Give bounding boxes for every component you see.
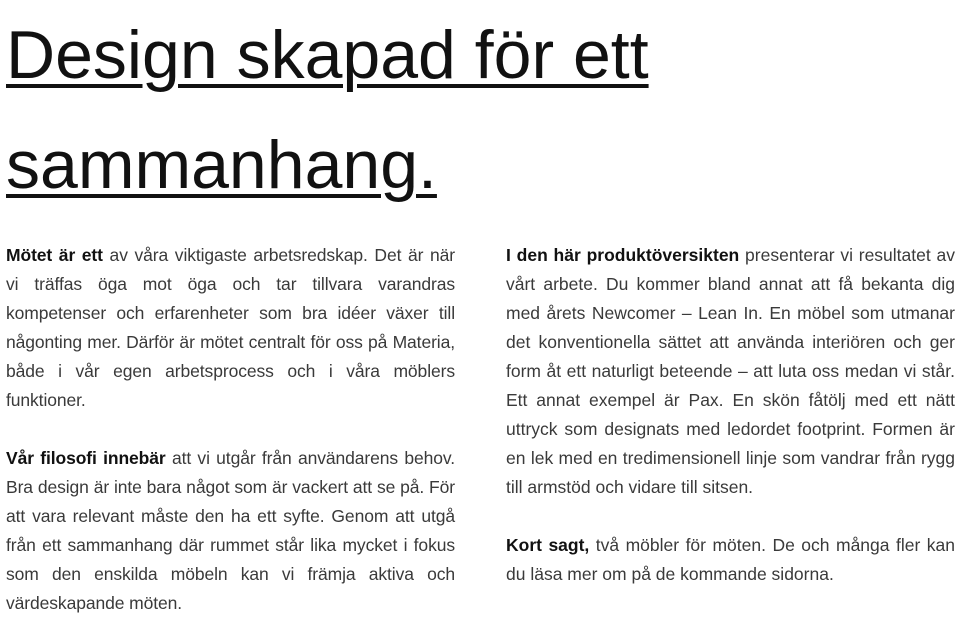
lead-in-product-overview: I den här produktöversikten (506, 245, 740, 265)
paragraph-product-overview (506, 241, 955, 502)
paragraph-product-overview-text: presenterar vi resultatet av vårt arbete. Du kommer bland annat att få bekanta dig med årets Newcomer – Lean In. En möbel som utmanar det konventionella sättet att använda interiören och ger form åt ett naturligt beteende – att luta oss medan vi står. Ett annat exempel är Pax. En skön fåtölj med ett nätt uttryck som designats med ledordet footprint. Formen är en lek med en tredimensionell linje som vandrar från rygg till armstöd och vidare till sitsen. (506, 245, 955, 497)
lead-in-summary: Kort sagt, (506, 535, 590, 555)
right-column (506, 241, 955, 589)
lead-in-philosophy: Vår filosofi innebär (6, 448, 166, 468)
paragraph-meeting-text: av våra viktigaste arbetsredskap. Det är när vi träffas öga mot öga och tar tillvara varandras kompetenser och erfarenheter som bra idéer växer till någonting mer. Därför är mötet centralt för oss på Materia, både i vår egen arbetsprocess och i våra möblers funktioner. (6, 245, 455, 410)
paragraph-meeting (6, 241, 455, 415)
paragraph-summary-text: två möbler för möten. De och många fler kan du läsa mer om på de kommande sidorna. (506, 535, 955, 584)
page-title (6, 0, 706, 220)
title-line-2: sammanhang. (6, 127, 437, 203)
paragraph-philosophy (6, 444, 455, 618)
title-line-1: Design skapad för ett (6, 17, 649, 93)
left-column (6, 241, 455, 618)
paragraph-summary (506, 531, 955, 589)
paragraph-philosophy-text: att vi utgår från användarens behov. Bra design är inte bara något som är vackert att se på. För att vara relevant måste den ha ett syfte. Genom att utgå från ett sammanhang där rummet står lika mycket i fokus som den enskilda möbeln kan vi främja aktiva och värdeskapande möten. (6, 448, 456, 613)
lead-in-meeting: Mötet är ett (6, 245, 103, 265)
